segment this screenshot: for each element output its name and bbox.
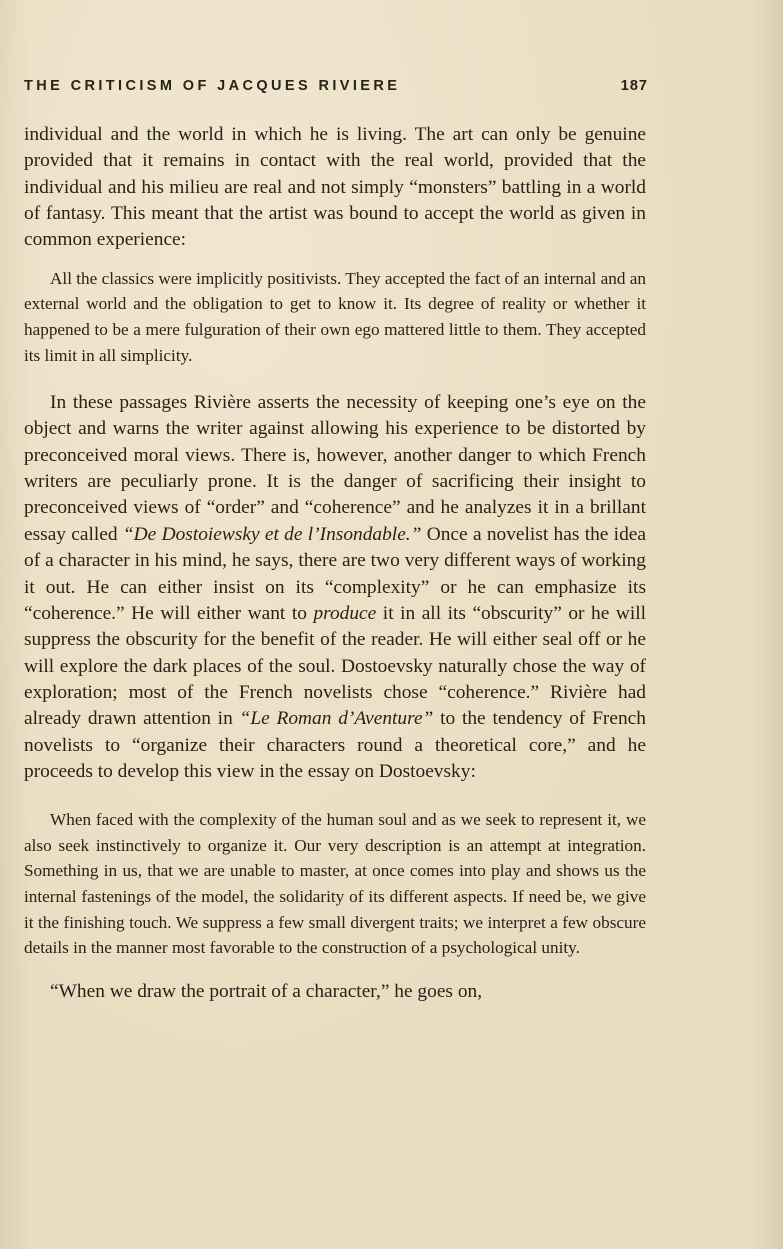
essay-title-roman: “Le Roman d’Aventure” <box>239 708 434 730</box>
block-quote-complexity: When faced with the complexity of the human soul and as we seek to represent it, we also seek instinctively to organize it. Our very description is an attempt at integration. Something in us, that we are unable to master, at once comes into play and shows us the internal fastenings of the model, the solidarity of its different aspects. If need be, we give it the finishing touch. We suppress a few small divergent traits; we interpret a few obscure details in the manner most favorable to the construction of a psychological unity. <box>24 810 646 958</box>
paragraph-text: to the tendency of French novelists to “organize their characters round a theoretical core,” and he proceeds to develop this view in the essay on Dostoevsky: <box>24 708 646 782</box>
paragraph-text: Once a novelist has the idea of a character in his mind, he says, there are two very different ways of working it out. He can either insist on its “complexity” or he can emphasize its “coherence.” He will either want to <box>24 523 646 624</box>
running-title: THE CRITICISM OF JACQUES RIVIERE <box>24 78 401 94</box>
running-header <box>24 78 646 98</box>
paragraph-riviere <box>24 390 646 785</box>
paragraph-portrait: “When we draw the portrait of a character,” he goes on, <box>50 980 483 1002</box>
page-number: 187 <box>620 78 648 94</box>
paragraph-continuation: individual and the world in which he is living. The art can only be genuine provided that it remains in contact with the real world, provided that the individual and his milieu are real and not simply “monsters” battling in a world of fantasy. This meant that the artist was bound to accept the world as given in common experience: <box>24 124 646 251</box>
essay-title-dostoiewsky: “De Dostoiewsky et de l’Insondable.” <box>122 523 422 545</box>
emphasis-produce: produce <box>313 602 377 624</box>
block-quote-classics: All the classics were implicitly positivists. They accepted the fact of an internal and an external world and the obligation to get to know it. Its degree of reality or whether it happened to be a mere fulguration of their own ego mattered little to them. They accepted its limit in all simplicity. <box>24 268 646 365</box>
paragraph-text: it in all its “obscurity” or he will suppress the obscurity for the benefit of the reader. He will either seal off or he will explore the dark places of the soul. Dostoevsky naturally chose the way of exploration; most of the French novelists chose “coherence.” Rivière had already drawn attention in <box>24 602 646 730</box>
paragraph-text: In these passages Rivière asserts the necessity of keeping one’s eye on the object and warns the writer against allowing his experience to be distorted by preconceived moral views. There is, however, another danger to which French writers are peculiarly prone. It is the danger of sacrificing their insight to preconceived views of “order” and “coherence” and he analyzes it in a brillant essay called <box>24 392 646 545</box>
body-text <box>24 122 646 1005</box>
book-page <box>24 0 646 1249</box>
